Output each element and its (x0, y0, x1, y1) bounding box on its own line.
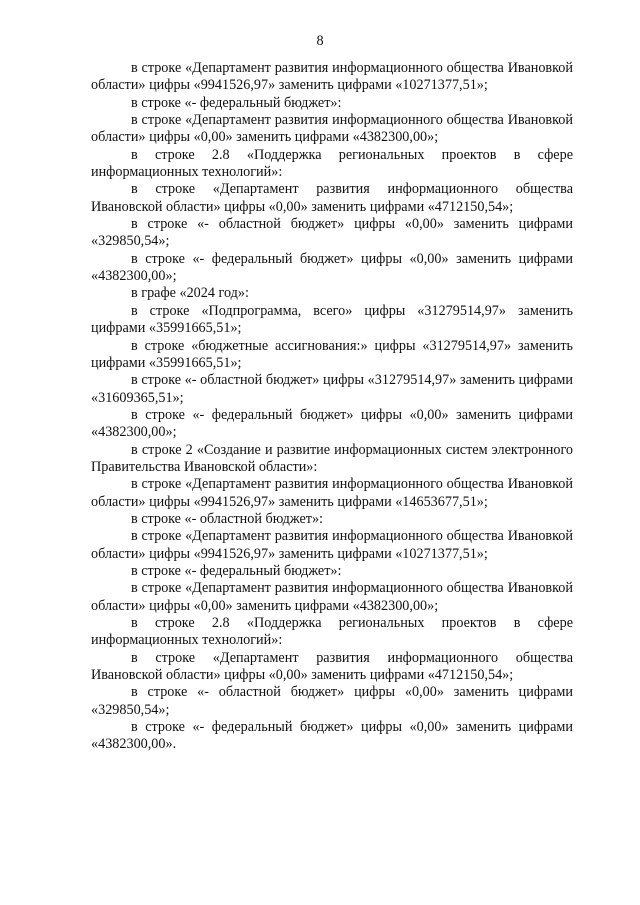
paragraph: в строке 2.8 «Поддержка региональных проектов в сфере информационных технологий»: (91, 146, 573, 181)
paragraph: в строке «Департамент развития информационного общества Ивановкой области» цифры «9941526,97» заменить цифрами «10271377,51»; (91, 528, 573, 562)
paragraph: в строке «бюджетные ассигнования:» цифры «31279514,97» заменить цифрами «35991665,51»; (91, 337, 573, 371)
paragraph: в строке «Департамент развития информационного общества Ивановкой области» цифры «9941526,97» заменить цифрами «10271377,51»; (91, 60, 573, 94)
page-number: 8 (316, 33, 324, 49)
document-body (91, 60, 573, 754)
paragraph: в строке «Департамент развития информационного общества Ивановской области» цифры «0,00» заменить цифрами «4712150,54»; (91, 181, 573, 215)
paragraph: в строке «- областной бюджет» цифры «0,00» заменить цифрами «329850,54»; (91, 216, 573, 250)
paragraph: в строке «- федеральный бюджет» цифры «0,00» заменить цифрами «4382300,00». (91, 719, 573, 753)
paragraph: в строке «- областной бюджет»: (131, 510, 323, 527)
paragraph: в строке «Департамент развития информационного общества Ивановской области» цифры «0,00» заменить цифрами «4712150,54»; (91, 649, 573, 684)
paragraph: в строке «Департамент развития информационного общества Ивановкой области» цифры «0,00» заменить цифрами «4382300,00»; (91, 112, 573, 146)
paragraph: в строке 2.8 «Поддержка региональных проектов в сфере информационных технологий»: (91, 615, 573, 649)
paragraph: в строке 2 «Создание и развитие информационных систем электронного Правительства Ивановской области»: (91, 441, 573, 475)
paragraph: в строке «- федеральный бюджет»: (131, 562, 342, 579)
paragraph: в строке «Подпрограмма, всего» цифры «31279514,97» заменить цифрами «35991665,51»; (91, 302, 573, 337)
paragraph: в строке «Департамент развития информационного общества Ивановкой области» цифры «9941526,97» заменить цифрами «14653677,51»; (91, 476, 573, 510)
paragraph: в графе «2024 год»: (131, 285, 249, 302)
paragraph: в строке «- федеральный бюджет»: (131, 94, 342, 111)
paragraph: в строке «- федеральный бюджет» цифры «0,00» заменить цифрами «4382300,00»; (91, 250, 573, 285)
paragraph: в строке «- областной бюджет» цифры «0,00» заменить цифрами «329850,54»; (91, 684, 573, 718)
paragraph: в строке «- областной бюджет» цифры «31279514,97» заменить цифрами «31609365,51»; (91, 372, 573, 406)
paragraph: в строке «Департамент развития информационного общества Ивановкой области» цифры «0,00» заменить цифрами «4382300,00»; (91, 580, 573, 614)
paragraph: в строке «- федеральный бюджет» цифры «0,00» заменить цифрами «4382300,00»; (91, 406, 573, 441)
